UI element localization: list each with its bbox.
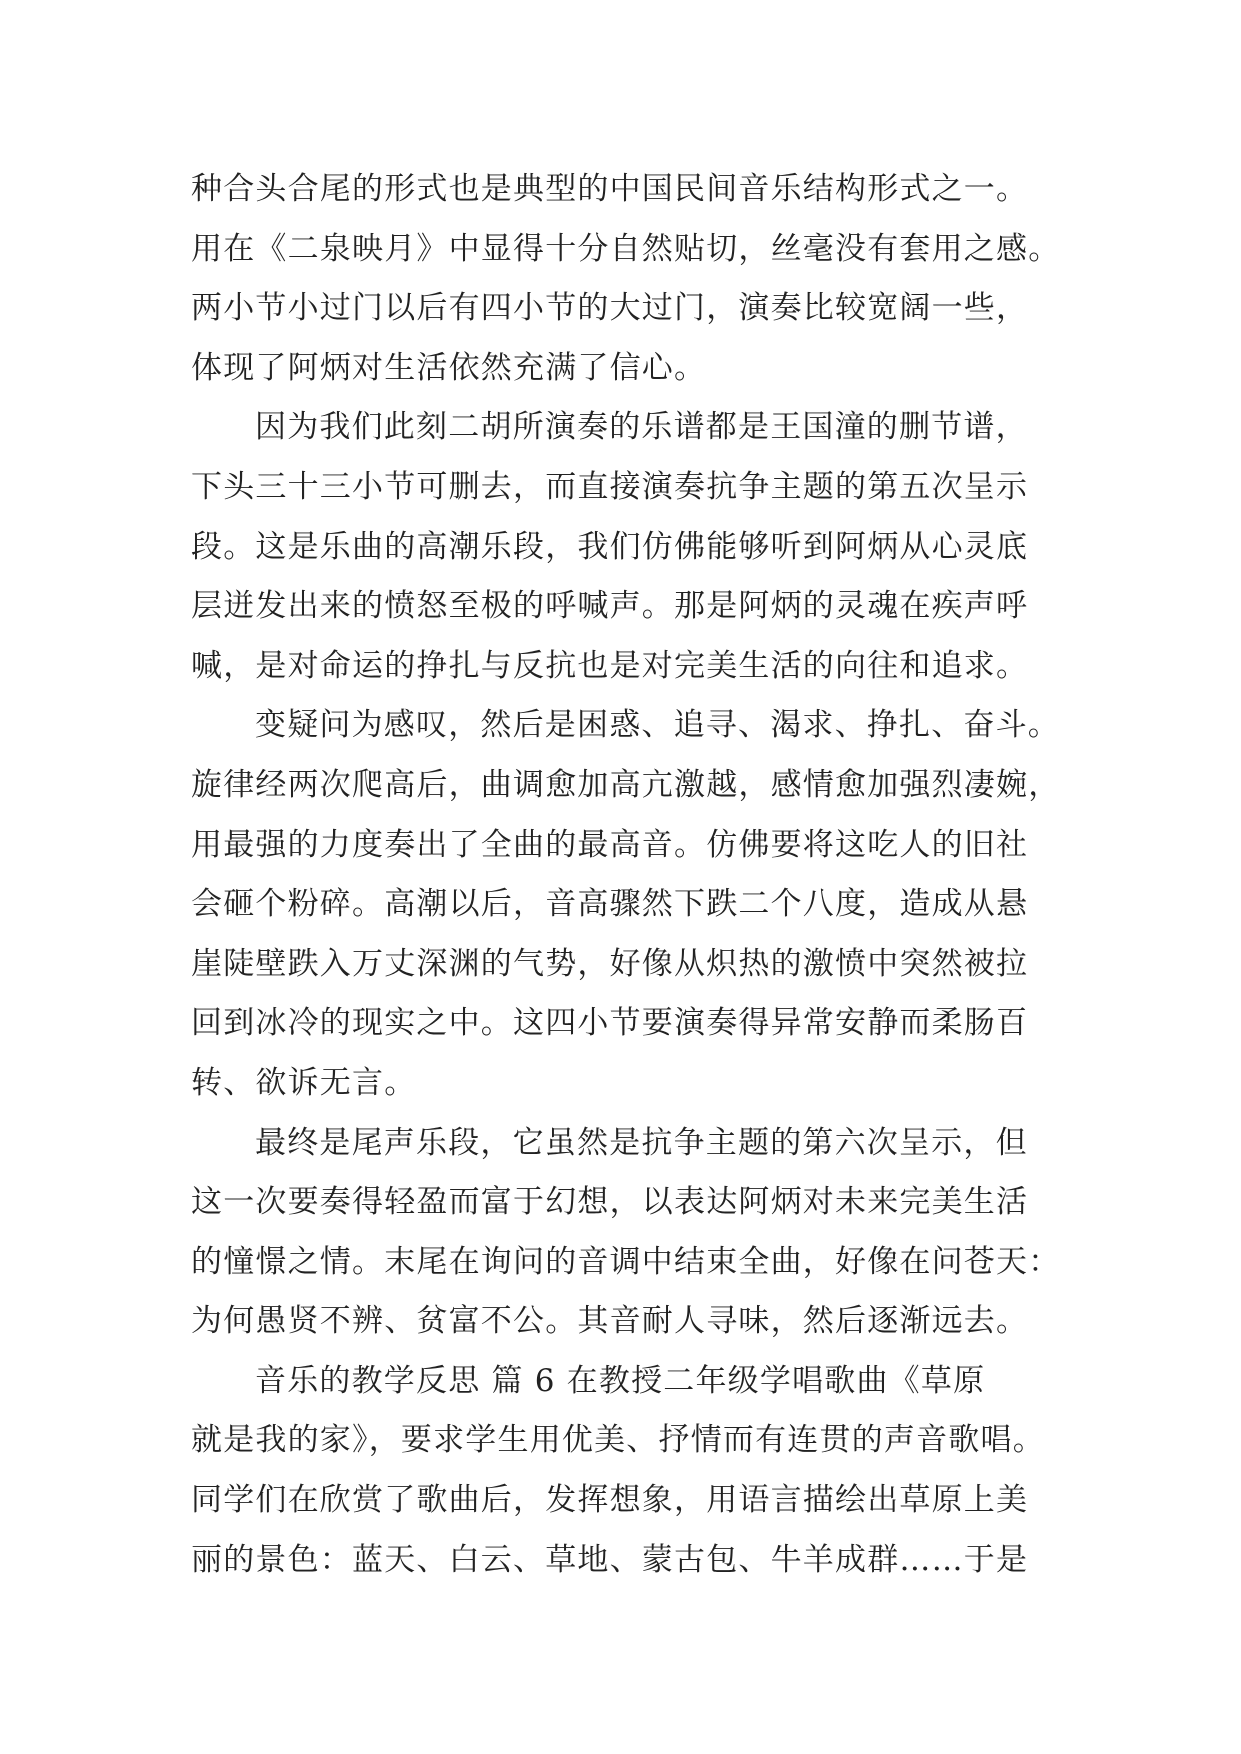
text-line: 为何愚贤不辨、贫富不公。其音耐人寻味，然后逐渐远去。 bbox=[191, 1303, 1029, 1340]
text-line: 旋律经两次爬高后，曲调愈加高亢激越，感情愈加强烈凄婉， bbox=[191, 766, 1061, 803]
text-line: 会砸个粉碎。高潮以后，音高骤然下跌二个八度，造成从悬 bbox=[191, 886, 1029, 923]
text-line: 两小节小过门以后有四小节的大过门，演奏比较宽阔一些， bbox=[191, 290, 1029, 327]
paragraph-first-line: 最终是尾声乐段，它虽然是抗争主题的第六次呈示，但 bbox=[255, 1124, 1028, 1161]
text-line: 这一次要奏得轻盈而富于幻想，以表达阿炳对未来完美生活 bbox=[191, 1184, 1029, 1221]
text-line: 用在《二泉映月》中显得十分自然贴切，丝毫没有套用之感。 bbox=[191, 230, 1061, 267]
text-line: 喊，是对命运的挣扎与反抗也是对完美生活的向往和追求。 bbox=[191, 647, 1029, 684]
body-text bbox=[191, 160, 1071, 1590]
text-line: 段。这是乐曲的高潮乐段，我们仿佛能够听到阿炳从心灵底 bbox=[191, 528, 1029, 565]
text-line: 崖陡壁跌入万丈深渊的气势，好像从炽热的激愤中突然被拉 bbox=[191, 945, 1029, 982]
text-line: 用最强的力度奏出了全曲的最高音。仿佛要将这吃人的旧社 bbox=[191, 826, 1029, 863]
text-line: 丽的景色：蓝天、白云、草地、蒙古包、牛羊成群……于是 bbox=[191, 1541, 1029, 1578]
text-line: 种合头合尾的形式也是典型的中国民间音乐结构形式之一。 bbox=[191, 171, 1029, 207]
paragraph-first-line: 因为我们此刻二胡所演奏的乐谱都是王国潼的删节谱， bbox=[255, 409, 1028, 446]
text-line: 下头三十三小节可删去，而直接演奏抗争主题的第五次呈示 bbox=[191, 468, 1029, 505]
paragraph-first-line: 音乐的教学反思 篇 6 在教授二年级学唱歌曲《草原 bbox=[255, 1362, 986, 1399]
text-line: 就是我的家》，要求学生用优美、抒情而有连贯的声音歌唱。 bbox=[191, 1422, 1045, 1459]
text-line: 转、欲诉无言。 bbox=[191, 1064, 417, 1101]
text-line: 的憧憬之情。末尾在询问的音调中结束全曲，好像在问苍天： bbox=[191, 1243, 1061, 1280]
text-line: 同学们在欣赏了歌曲后，发挥想象，用语言描绘出草原上美 bbox=[191, 1482, 1029, 1519]
text-line: 层迸发出来的愤怒至极的呼喊声。那是阿炳的灵魂在疾声呼 bbox=[191, 588, 1029, 625]
paragraph-first-line: 变疑问为感叹，然后是困惑、追寻、渴求、挣扎、奋斗。 bbox=[255, 707, 1060, 744]
text-line: 回到冰冷的现实之中。这四小节要演奏得异常安静而柔肠百 bbox=[191, 1005, 1029, 1042]
text-line: 体现了阿炳对生活依然充满了信心。 bbox=[191, 349, 707, 386]
